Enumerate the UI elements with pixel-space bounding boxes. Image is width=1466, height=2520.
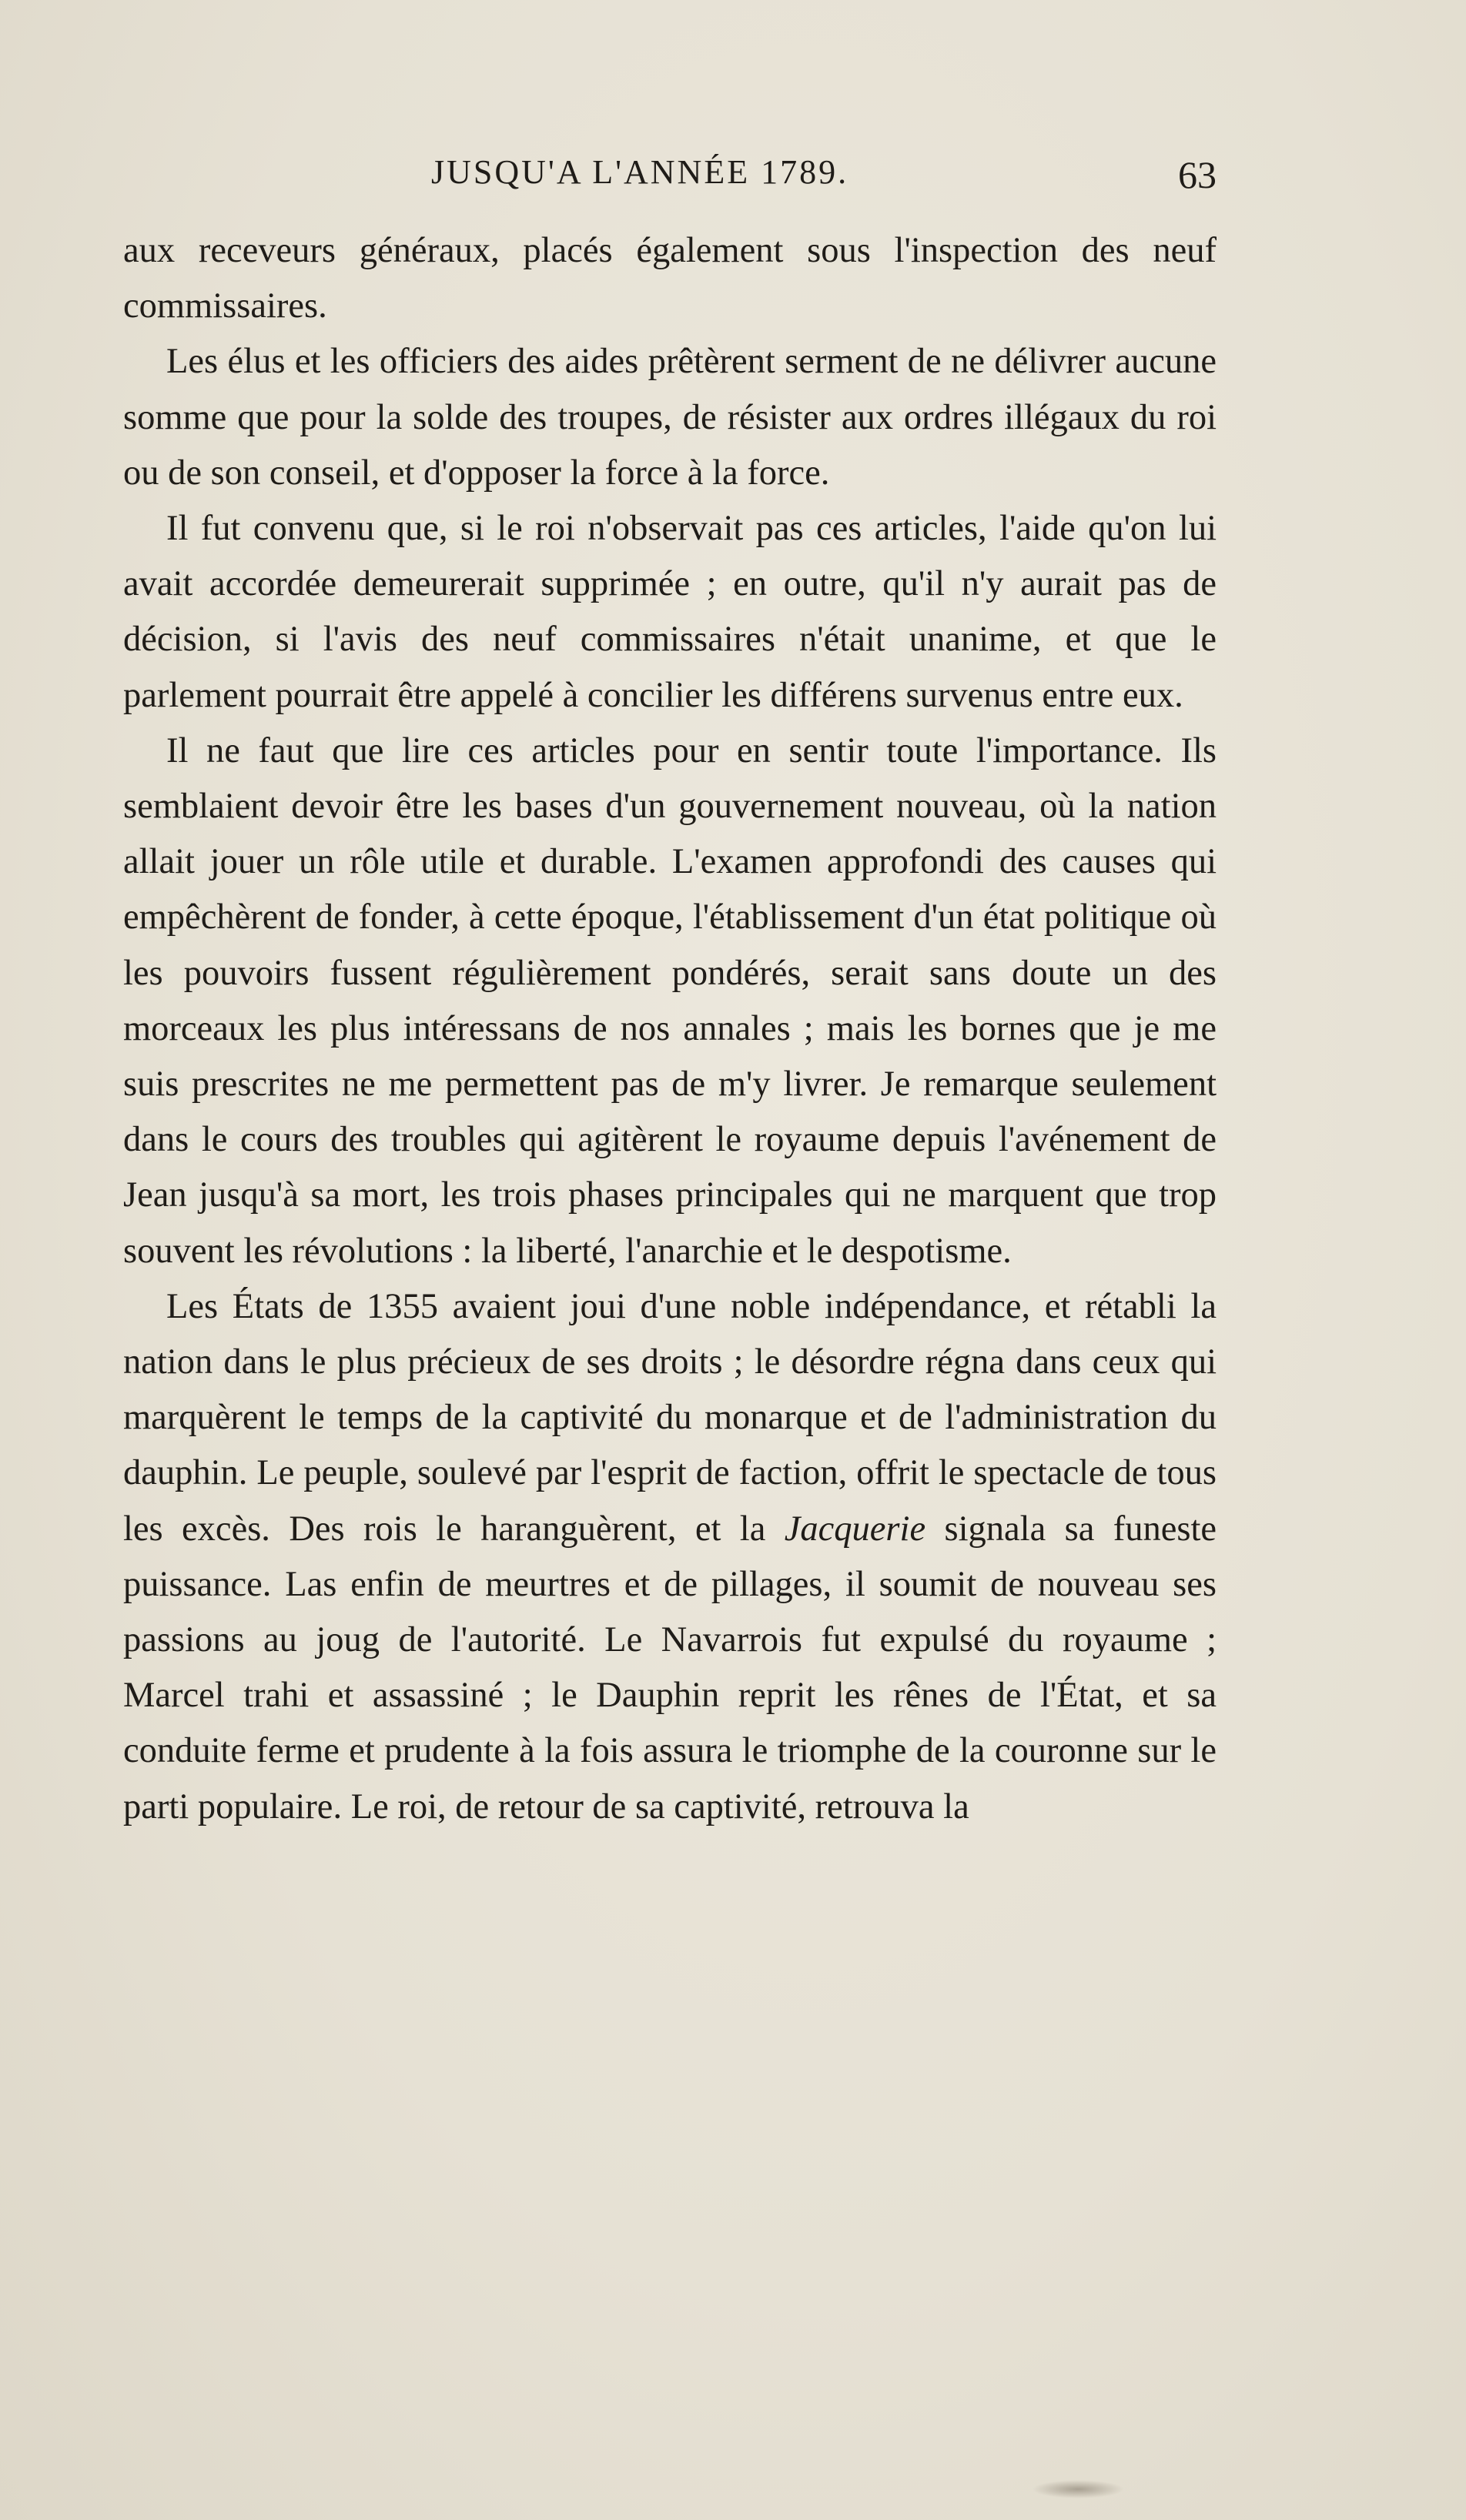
paragraph-3: Il fut convenu que, si le roi n'observait pas ces articles, l'aide qu'on lui avait accordée demeurerait supprimée ; en outre, qu'il n'y aurait pas de décision, si l'avis des neuf commissaires n'était unanime, et que le parlement pourrait être appelé à concilier les différens survenus entre eux. xyxy=(123,509,1217,715)
body-text xyxy=(123,223,1217,1835)
paragraph-2: Les élus et les officiers des aides prêtèrent serment de ne délivrer aucune somme que pour la solde des troupes, de résister aux ordres illégaux du roi ou de son conseil, et d'opposer la force à la force. xyxy=(123,342,1217,493)
running-head-title: JUSQU'A L'ANNÉE 1789. xyxy=(431,153,849,191)
jacquerie-italic: Jacquerie xyxy=(784,1509,926,1549)
paragraph-5-part-1: Les États de 1355 avaient joui d'une noble indépendance, et rétabli la nation dans le plus précieux de ses droits ; le désordre régna dans ceux qui marquèrent le temps de la captivité du monarque et de l'administration du dauphin. Le peuple, soulevé par l'esprit de faction, offrit le spectacle de tous les excès. Des rois le haranguèrent, et la xyxy=(123,1286,1217,1549)
paragraph-5-part-2: signala sa funeste puissance. Las enfin de meurtres et de pillages, il soumit de nouveau ses passions au joug de l'autorité. Le Navarrois fut expulsé du royaume ; Marcel trahi et assassiné ; le Dauphin reprit les rênes de l'État, et sa conduite ferme et prudente à la fois assura le triomphe de la couronne sur le parti populaire. Le roi, de retour de sa captivité, retrouva la xyxy=(123,1509,1217,1826)
running-head xyxy=(123,152,1217,206)
page-number: 63 xyxy=(1178,153,1217,196)
paragraph-1: aux receveurs généraux, placés également sous l'inspection des neuf commissaires. xyxy=(123,231,1217,326)
paragraph-4: Il ne faut que lire ces articles pour en sentir toute l'importance. Ils semblaient devoir être les bases d'un gouvernement nouveau, où la nation allait jouer un rôle utile et durable. L'examen approfondi des causes qui empêchèrent de fonder, à cette époque, l'établissement d'un état politique où les pouvoirs fussent régulièrement pondérés, serait sans doute un des morceaux les plus intéressans de nos annales ; mais les bornes que je me suis prescrites ne me permettent pas de m'y livrer. Je remarque seulement dans le cours des troubles qui agitèrent le royaume depuis l'avénement de Jean jusqu'à sa mort, les trois phases principales qui ne marquent que trop souvent les révolutions : la liberté, l'anarchie et le despotisme. xyxy=(123,730,1217,1271)
ink-smudge xyxy=(1032,2480,1124,2498)
paragraph-5 xyxy=(123,1279,1217,1835)
